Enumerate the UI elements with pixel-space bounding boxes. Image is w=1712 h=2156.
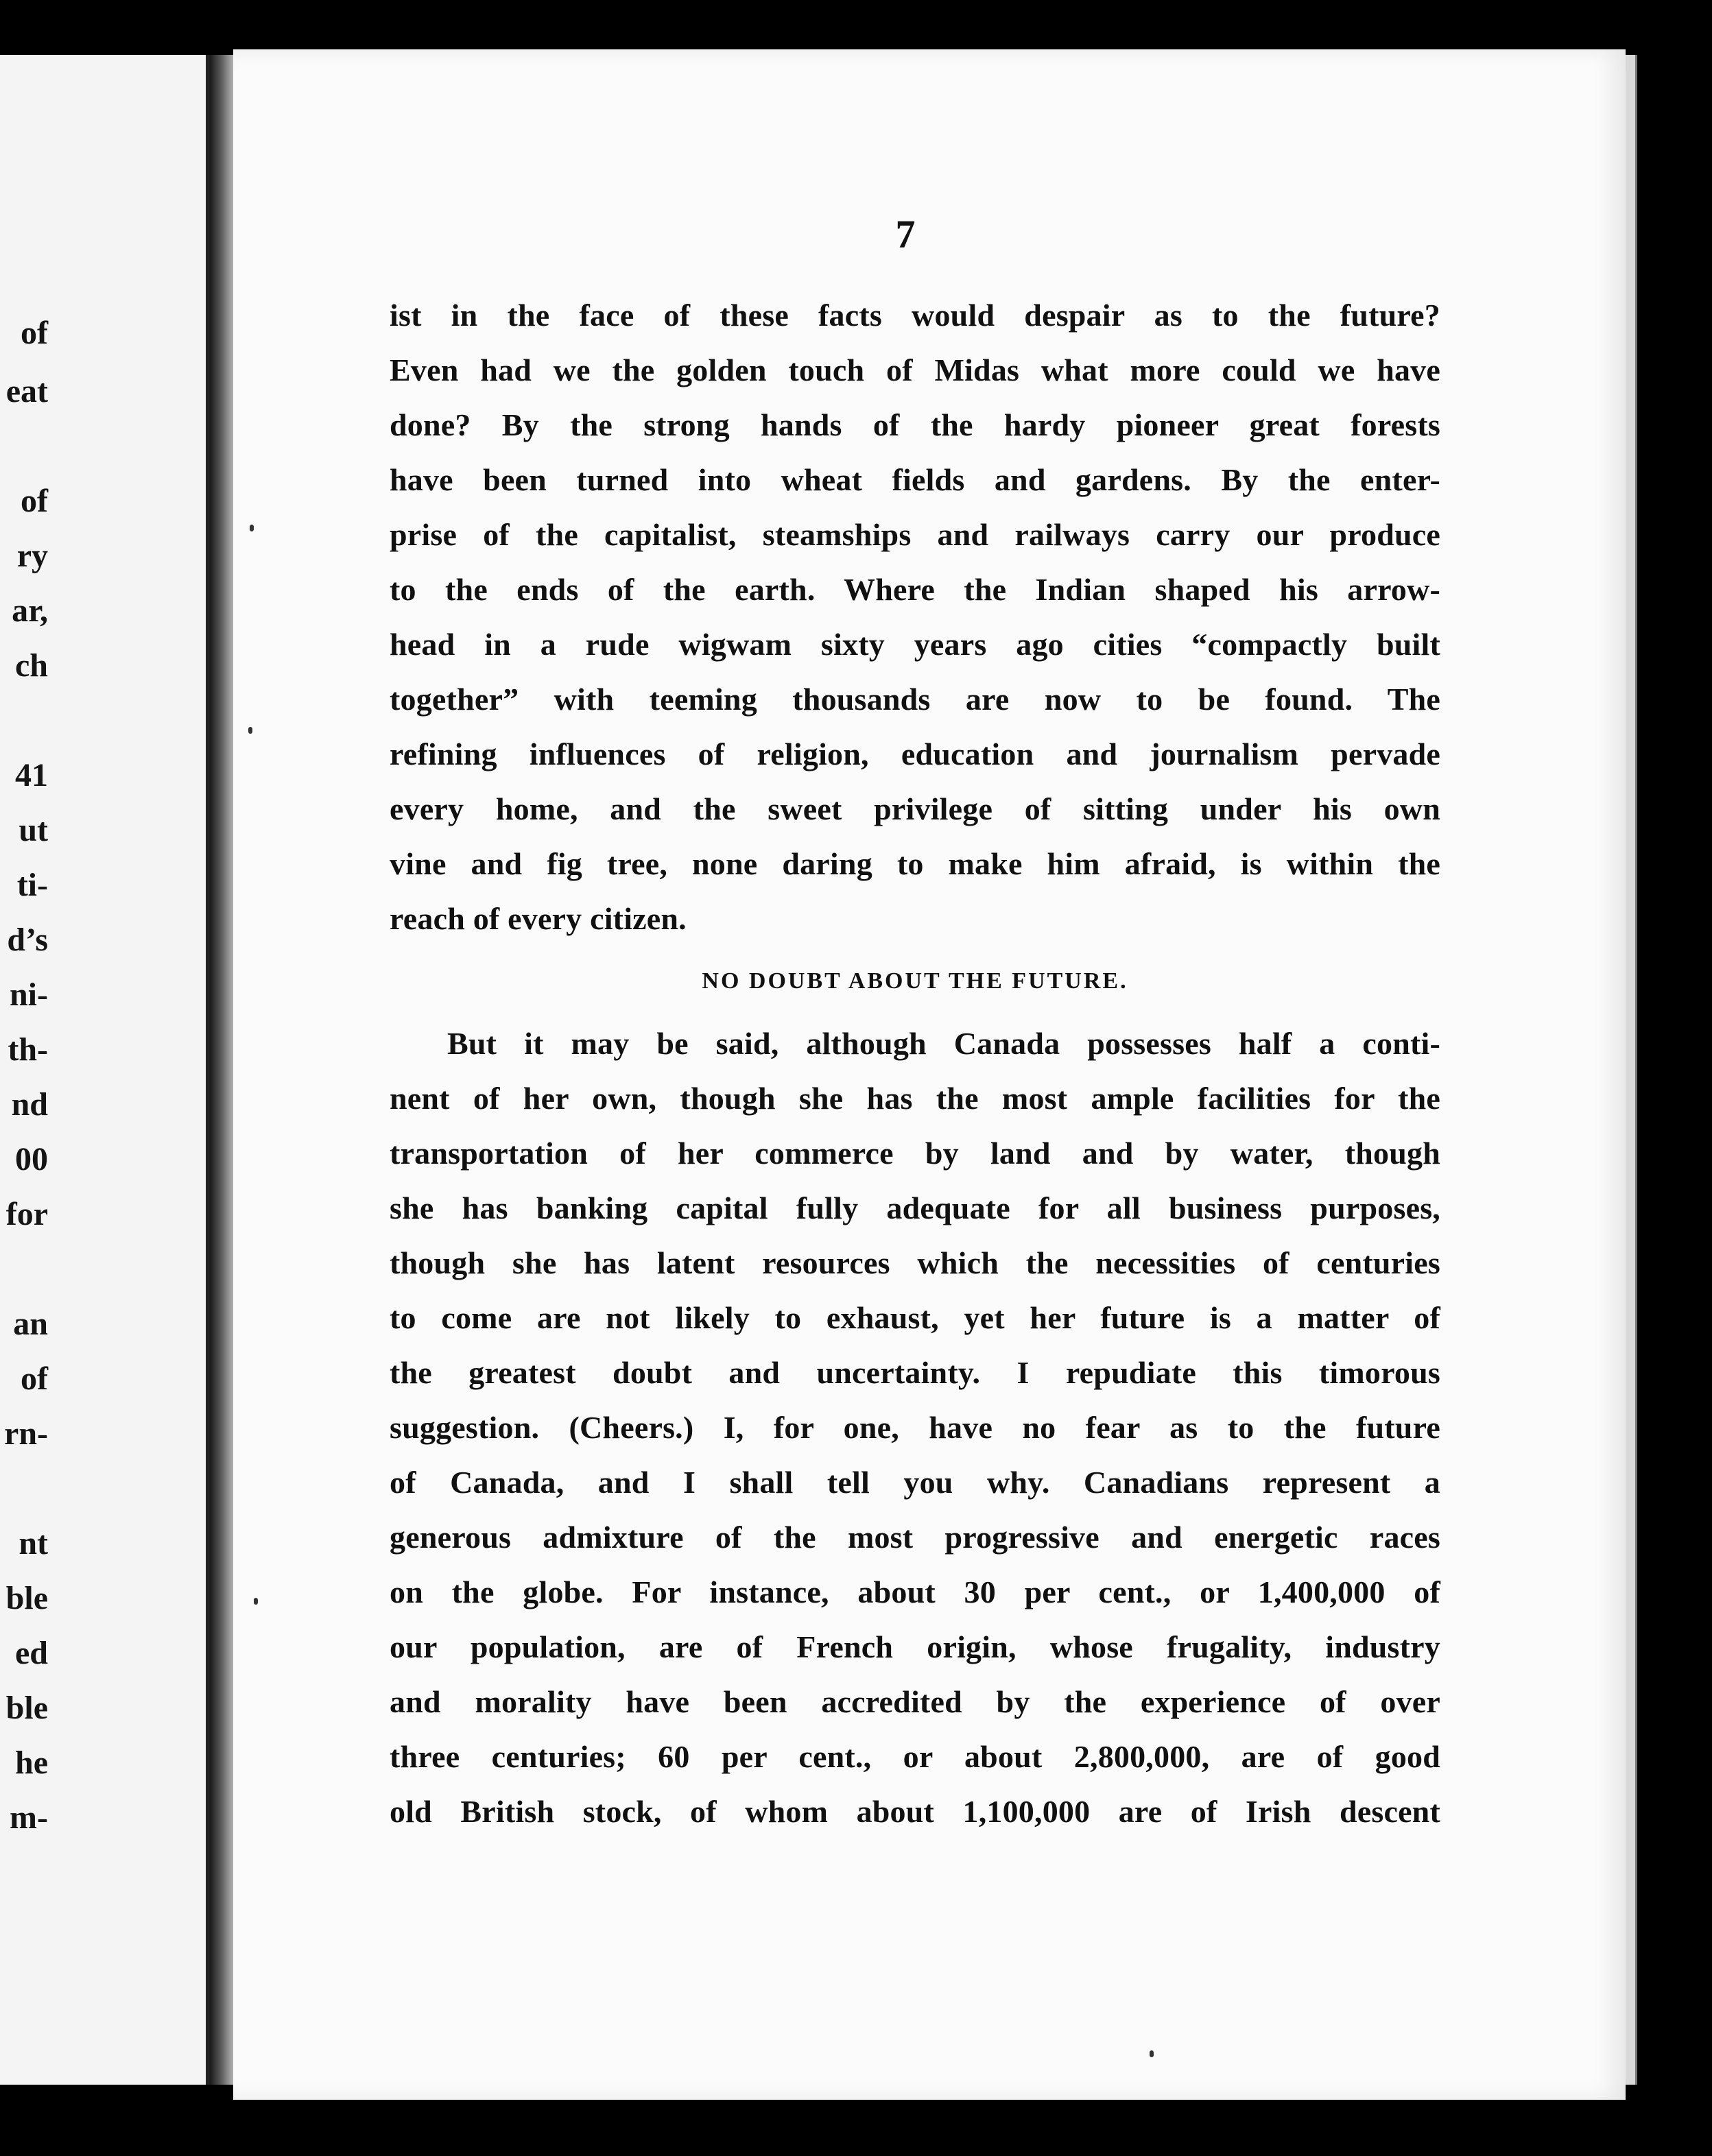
left-page-fragment: nd <box>11 1086 48 1123</box>
text-line: have been turned into wheat fields and gardens. By the enter- <box>390 462 1440 497</box>
left-page-fragment: ch <box>15 647 48 684</box>
text-line: nent of her own, though she has the most ample facilities for the <box>390 1081 1440 1116</box>
print-speck <box>250 525 254 531</box>
text-line: generous admixture of the most progressive and energetic races <box>390 1520 1440 1555</box>
left-page-fragment: nt <box>19 1525 48 1561</box>
text-line: though she has latent resources which the necessities of centuries <box>390 1245 1440 1280</box>
text-line: three centuries; 60 per cent., or about 2,800,000, are of good <box>390 1739 1440 1774</box>
left-page-fragment: of <box>21 315 48 351</box>
text-line: she has banking capital fully adequate for all business purposes, <box>390 1190 1440 1225</box>
left-page-fragment: ut <box>19 812 48 848</box>
text-line: on the globe. For instance, about 30 per cent., or 1,400,000 of <box>390 1574 1440 1609</box>
text-line: together” with teeming thousands are now to be found. The <box>390 682 1440 717</box>
print-speck <box>1150 2050 1154 2057</box>
left-page-fragment: 41 <box>15 757 48 793</box>
section-heading: NO DOUBT ABOUT THE FUTURE. <box>702 968 1128 994</box>
left-page-fragment: an <box>13 1306 48 1342</box>
left-page-fragment: m- <box>10 1799 48 1836</box>
text-line: of Canada, and I shall tell you why. Canadians represent a <box>390 1465 1440 1500</box>
left-page-fragment: ed <box>15 1635 48 1671</box>
text-line: head in a rude wigwam sixty years ago cities “compactly built <box>390 627 1440 662</box>
text-line: vine and fig tree, none daring to make him afraid, is within the <box>390 846 1440 881</box>
body-text <box>390 288 1440 1839</box>
left-page-fragment: ble <box>5 1690 48 1726</box>
text-line: every home, and the sweet privilege of sitting under his own <box>390 791 1440 826</box>
left-page-fragment: for <box>5 1196 48 1232</box>
print-speck <box>254 1598 258 1605</box>
left-page-fragment: rn- <box>4 1415 48 1452</box>
text-line: our population, are of French origin, whose frugality, industry <box>390 1629 1440 1664</box>
text-line: to come are not likely to exhaust, yet her future is a matter of <box>390 1300 1440 1335</box>
text-line: But it may be said, although Canada possesses half a conti- <box>447 1026 1440 1061</box>
text-line: to the ends of the earth. Where the Indian shaped his arrow- <box>390 572 1440 607</box>
left-page-fragment: eat <box>5 373 48 409</box>
page-edge <box>1626 55 1637 2085</box>
text-line: and morality have been accredited by the experience of over <box>390 1684 1440 1719</box>
left-page-fragment: ti- <box>16 867 48 903</box>
left-page-fragment: ry <box>16 538 48 574</box>
left-page-fragment: he <box>15 1745 48 1781</box>
left-facing-page <box>0 55 210 2085</box>
left-page-fragment: of <box>21 483 48 519</box>
left-page-fragment: of <box>21 1361 48 1397</box>
text-line: refining influences of religion, education and journalism pervade <box>390 736 1440 771</box>
text-line: the greatest doubt and uncertainty. I repudiate this timorous <box>390 1355 1440 1390</box>
print-speck <box>248 727 252 734</box>
page-number: 7 <box>895 212 916 256</box>
text-line: reach of every citizen. <box>390 901 687 936</box>
left-page-fragment: ni- <box>9 977 48 1013</box>
text-line: done? By the strong hands of the hardy pioneer great forests <box>390 407 1440 442</box>
text-line: transportation of her commerce by land and by water, though <box>390 1136 1440 1171</box>
text-line: Even had we the golden touch of Midas what more could we have <box>390 352 1440 387</box>
text-line: suggestion. (Cheers.) I, for one, have no fear as to the future <box>390 1410 1440 1445</box>
text-line: ist in the face of these facts would despair as to the future? <box>390 298 1440 333</box>
left-page-fragment: 00 <box>15 1141 48 1177</box>
left-page-fragment: ble <box>5 1580 48 1616</box>
left-page-fragment: ar, <box>12 592 48 629</box>
left-page-fragment: d’s <box>7 922 48 958</box>
text-line: prise of the capitalist, steamships and railways carry our produce <box>390 517 1440 552</box>
text-line: old British stock, of whom about 1,100,000 are of Irish descent <box>390 1794 1440 1829</box>
left-page-fragment: th- <box>8 1031 48 1068</box>
